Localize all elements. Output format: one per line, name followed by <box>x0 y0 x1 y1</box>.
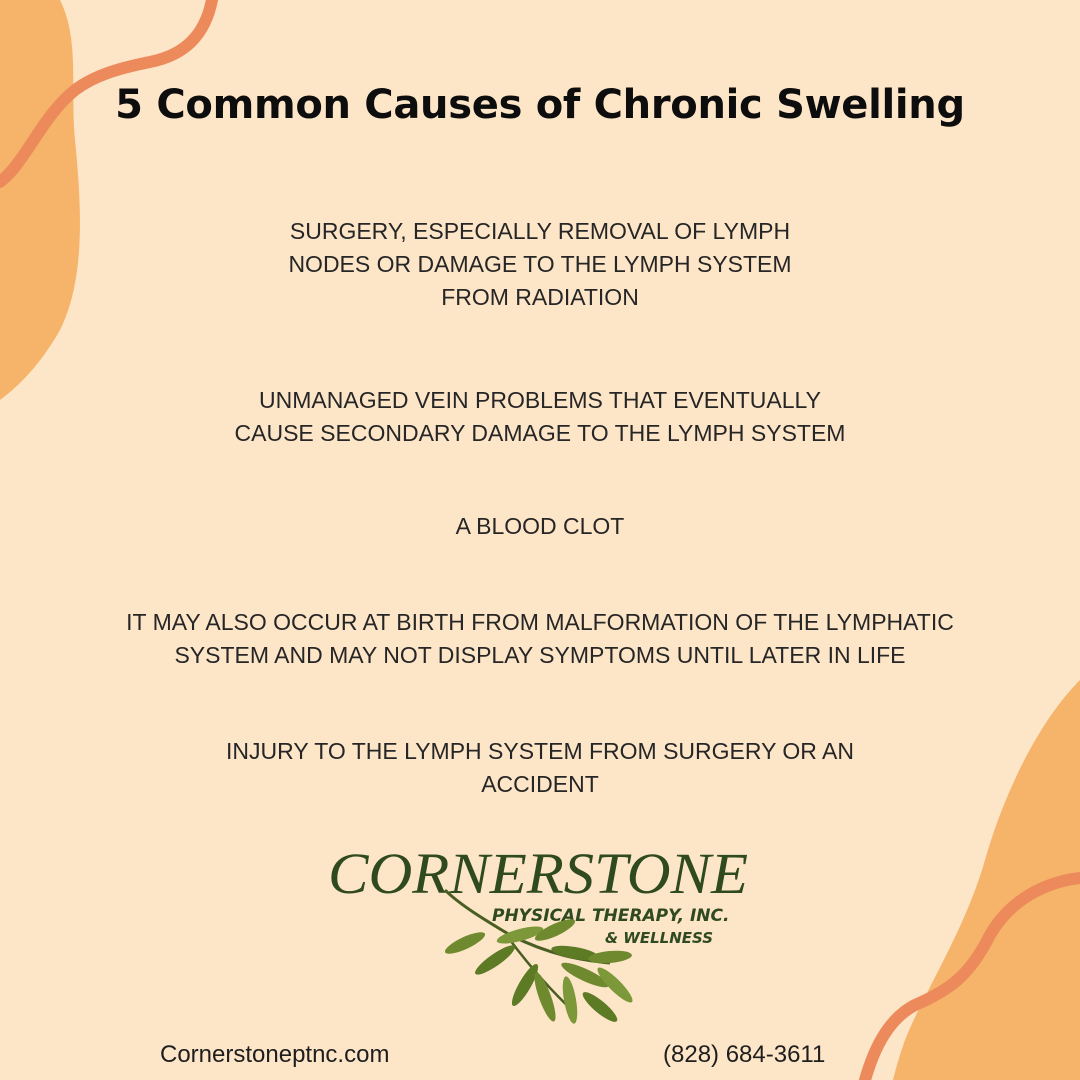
top-left-blob <box>0 0 80 400</box>
logo-wellness: & WELLNESS <box>605 929 714 947</box>
cause-item-2: UNMANAGED VEIN PROBLEMS THAT EVENTUALLY CAUSE SECONDARY DAMAGE TO THE LYMPH SYSTEM <box>234 387 846 446</box>
logo-name: CORNERSTONE <box>328 841 748 906</box>
phone-number[interactable]: (828) 684-3611 <box>663 1041 826 1068</box>
cause-item-5: INJURY TO THE LYMPH SYSTEM FROM SURGERY OR AN ACCIDENT <box>226 738 854 797</box>
cause-item-3: A BLOOD CLOT <box>455 513 625 539</box>
cause-item-1: SURGERY, ESPECIALLY REMOVAL OF LYMPH NODES OR DAMAGE TO THE LYMPH SYSTEM FROM RADIATION <box>288 218 792 310</box>
cause-item-4: IT MAY ALSO OCCUR AT BIRTH FROM MALFORMATION OF THE LYMPHATIC SYSTEM AND MAY NOT DISPLAY SYMPTOMS UNTIL LATER IN LIFE <box>126 609 954 668</box>
logo-subtitle: PHYSICAL THERAPY, INC. <box>492 906 730 926</box>
cornerstone-logo <box>320 835 760 1025</box>
website-link[interactable]: Cornerstoneptnc.com <box>160 1041 390 1068</box>
page-title: 5 Common Causes of Chronic Swelling <box>115 82 965 128</box>
